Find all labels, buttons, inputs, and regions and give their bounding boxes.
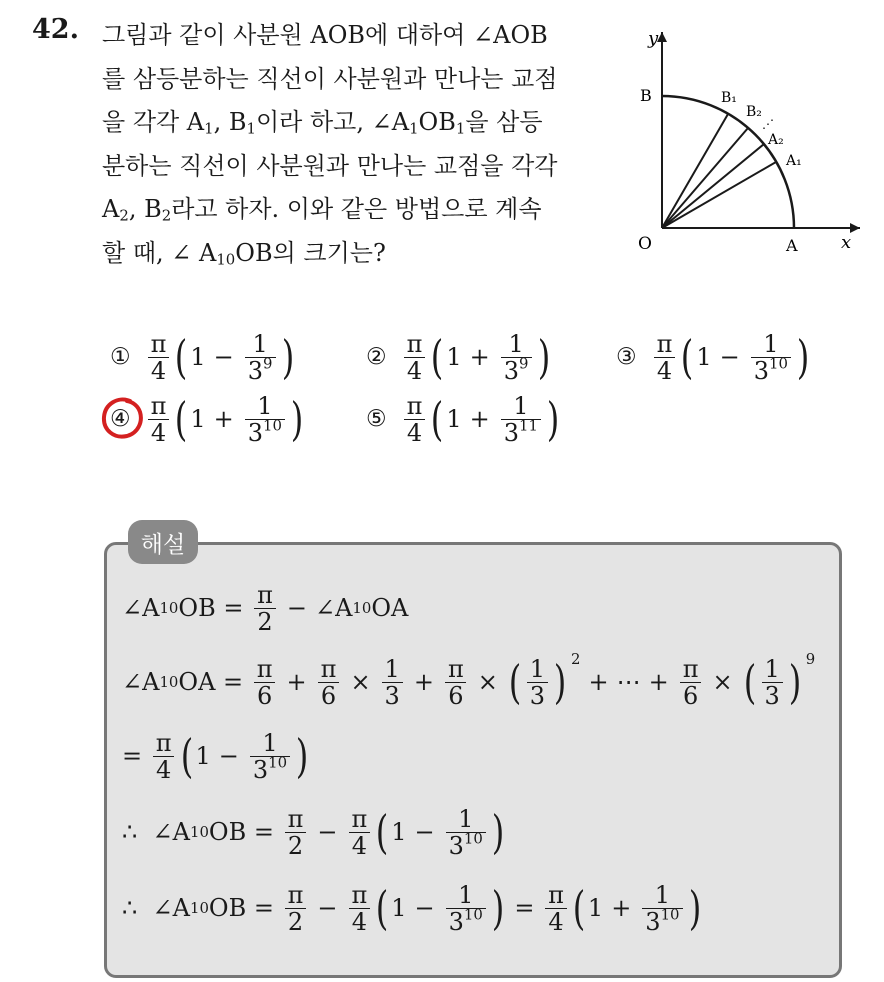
origin-label: O <box>638 234 652 254</box>
ellipsis-dots: ⋰ <box>762 117 774 131</box>
choice-2[interactable]: ② $\frac{\pi}{4}$ ( 1 + $\frac{1}{3^9}$ ) <box>366 329 550 385</box>
question-text <box>102 14 602 275</box>
term-fraction: $\frac{1}{3^{11}}$ <box>501 393 541 446</box>
question-line-5: $A_2$, $B_2$라고 하자. 이와 같은 방법으로 계속 <box>102 195 542 225</box>
choice-number: ④ <box>110 406 131 432</box>
coefficient-fraction: $\frac{\pi}{4}$ <box>404 393 426 446</box>
question-line-6: 할 때, ∠ $A_{10}OB$의 크기는? <box>102 238 386 269</box>
term-fraction: $\frac{1}{3^9}$ <box>501 331 532 384</box>
point-a2-label: A₂ <box>768 132 784 148</box>
question-line-1: 그림과 같이 사분원 AOB에 대하여 ∠AOB <box>102 21 548 49</box>
point-b-label: B <box>640 86 652 105</box>
choice-number: ① <box>110 344 131 370</box>
choice-1[interactable]: ① $\frac{\pi}{4}$ ( 1 − $\frac{1}{3^9}$ ) <box>110 329 294 385</box>
point-b1-label: B₁ <box>721 90 737 106</box>
x-axis-label: x <box>841 232 852 253</box>
choice-5[interactable]: ⑤ $\frac{\pi}{4}$ ( 1 + $\frac{1}{3^{11}}$ ) <box>366 391 560 447</box>
solution-line-4: ∴ ∠A 10 OB = $\frac{\pi}{2}$ − $\frac{\pi}{4}$ ( 1 − $\frac{1}{3^{10}}$ ) <box>122 804 505 860</box>
solution-tab-label: 해설 <box>128 520 198 564</box>
question-line-2: 를 삼등분하는 직선이 사분원과 만나는 교점 <box>102 64 558 93</box>
choice-4[interactable]: ④ $\frac{\pi}{4}$ ( 1 + $\frac{1}{3^{10}}$ ) <box>110 391 304 447</box>
solution-line-2: ∠A 10 OA = $\frac{\pi}{6}$ + $\frac{\pi}{6}$ × $\frac{1}{3}$ + $\frac{\pi}{6}$ × ( $\frac{1}{3}$ ) 2 + ⋯ + $\frac{\pi}{6}$ × ( $\frac{1}{3}$ ) 9 <box>122 650 816 710</box>
quarter-circle-figure <box>628 24 868 264</box>
coefficient-fraction: $\frac{\pi}{4}$ <box>404 331 426 384</box>
coefficient-fraction: $\frac{\pi}{4}$ <box>148 331 170 384</box>
point-a1-label: A₁ <box>786 153 802 169</box>
question-number: 42. <box>32 14 79 45</box>
coefficient-fraction: $\frac{\pi}{4}$ <box>148 393 170 446</box>
question-line-4: 분하는 직선이 사분원과 만나는 교점을 각각 <box>102 151 558 180</box>
choice-number: ⑤ <box>366 406 387 432</box>
therefore-symbol: ∴ <box>122 894 138 922</box>
term-fraction: $\frac{1}{3^{10}}$ <box>245 393 285 446</box>
therefore-symbol: ∴ <box>122 818 138 846</box>
solution-line-5: ∴ ∠A 10 OB = $\frac{\pi}{2}$ − $\frac{\pi}{4}$ ( 1 − $\frac{1}{3^{10}}$ ) = $\frac{\pi}{4}$ ( 1 + $\frac{1}{3^{10}}$ ) <box>122 880 701 936</box>
y-axis-label: y <box>648 28 659 49</box>
coefficient-fraction: $\frac{\pi}{4}$ <box>654 331 676 384</box>
solution-line-3: = $\frac{\pi}{4}$ ( 1 − $\frac{1}{3^{10}}$ ) <box>122 728 309 784</box>
point-b2-label: B₂ <box>746 104 762 120</box>
choice-3[interactable]: ③ $\frac{\pi}{4}$ ( 1 − $\frac{1}{3^{10}}$ ) <box>616 329 810 385</box>
question-line-3: 을 각각 $A_1$, $B_1$이라 하고, $\angle A_1OB_1$을 삼등 <box>102 108 543 138</box>
choice-number: ② <box>366 344 387 370</box>
choice-number: ③ <box>616 344 637 370</box>
point-a-label: A <box>786 236 798 255</box>
solution-line-1: ∠A 10 OB = $\frac{\pi}{2}$ − ∠A 10 OA <box>122 580 409 636</box>
selected-answer-circle-icon <box>100 395 146 441</box>
term-fraction: $\frac{1}{3^{10}}$ <box>751 331 791 384</box>
term-fraction: $\frac{1}{3^9}$ <box>245 331 276 384</box>
